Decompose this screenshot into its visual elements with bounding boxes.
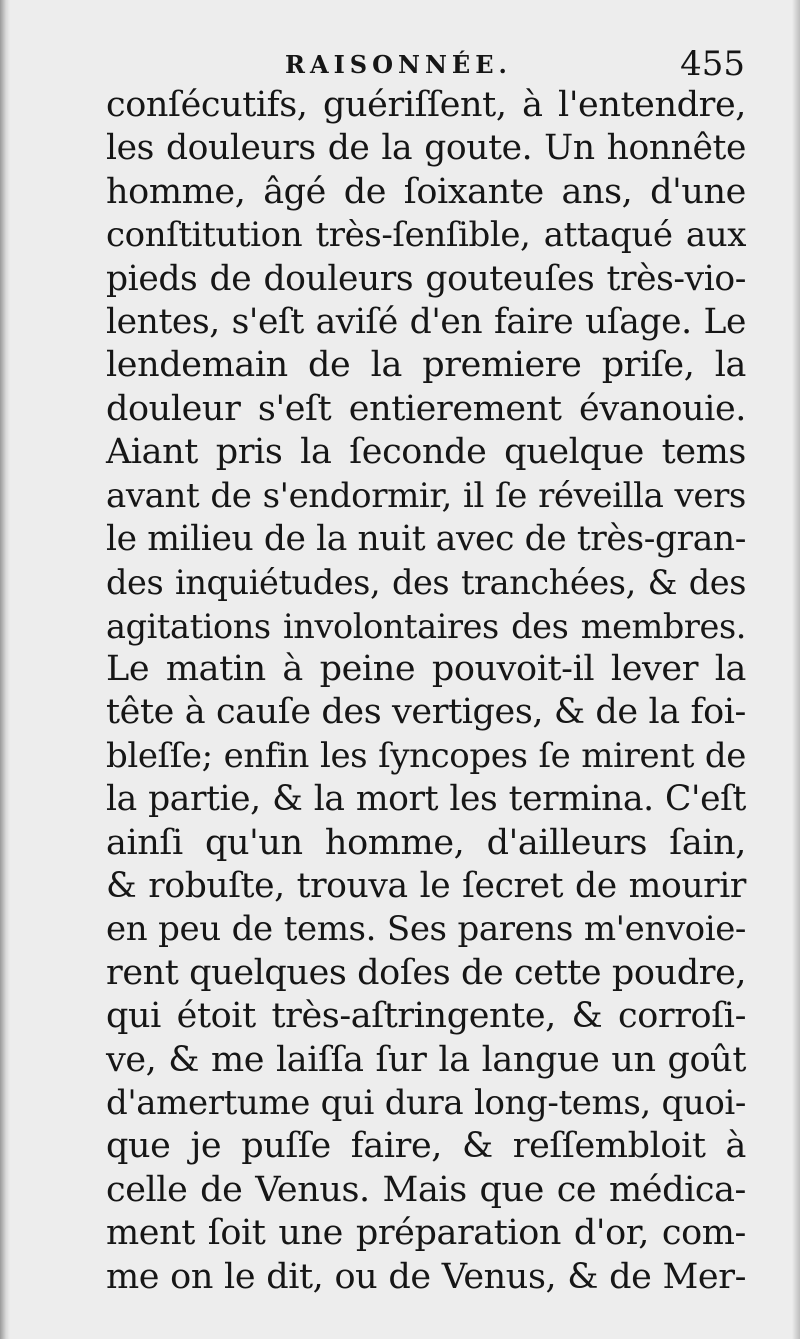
text-line: qui étoit très-aſtringente, & corroſi-: [106, 996, 746, 1037]
text-line: tête à cauſe des vertiges, & de la foi-: [106, 692, 746, 733]
text-line: ve, & me laiſſa ſur la langue un goût: [106, 1039, 746, 1080]
text-line: conſtitution très-ſenſible, attaqué aux: [106, 215, 746, 256]
text-line: des inquiétudes, des tranchées, & des: [106, 563, 746, 603]
page-left-edge-shadow: [0, 0, 10, 1339]
text-line: ment ſoit une préparation d'or, com-: [106, 1213, 746, 1254]
running-head: RAISONNÉE.: [285, 50, 512, 79]
text-line: d'amertume qui dura long-tems, quoi-: [106, 1082, 746, 1123]
text-line: pieds de douleurs gouteuſes très-vio-: [106, 258, 746, 299]
text-line: Le matin à peine pouvoit-il lever la: [106, 649, 746, 690]
text-line: lentes, s'eſt aviſé d'en faire uſage. Le: [106, 301, 746, 342]
text-line: que je puſſe faire, & reſſembloit à: [106, 1126, 746, 1167]
text-line: rent quelques doſes de cette poudre,: [106, 952, 747, 993]
page-right-edge-shadow: [792, 0, 800, 1339]
text-line: conſécutifs, guériſſent, à l'entendre,: [106, 85, 746, 125]
text-line: les douleurs de la goute. Un honnête: [106, 128, 746, 169]
text-line: celle de Venus. Mais que ce médica-: [106, 1169, 746, 1210]
text-line: me on le dit, ou de Venus, & de Mer-: [106, 1256, 746, 1297]
text-line: homme, âgé de ſoixante ans, d'une: [106, 171, 746, 212]
text-line: la partie, & la mort les termina. C'eſt: [106, 779, 746, 820]
text-line: Aiant pris la ſeconde quelque tems: [106, 432, 746, 473]
page-number: 455: [680, 44, 745, 84]
text-line: avant de s'endormir, il ſe réveilla vers: [106, 475, 746, 516]
text-line: & robuſte, trouva le ſecret de mourir: [106, 866, 746, 907]
text-line: agitations involontaires des membres.: [106, 606, 746, 646]
text-line: bleſſe; enfin les ſyncopes ſe mirent de: [106, 735, 746, 776]
text-line: lendemain de la premiere priſe, la: [106, 345, 746, 386]
text-line: ainſi qu'un homme, d'ailleurs ſain,: [106, 822, 746, 863]
body-text: [106, 84, 746, 1299]
text-line: douleur s'eſt entierement évanouie.: [106, 388, 746, 429]
text-line: le milieu de la nuit avec de très-gran-: [106, 518, 746, 559]
text-line: en peu de tems. Ses parens m'envoie-: [106, 909, 746, 950]
